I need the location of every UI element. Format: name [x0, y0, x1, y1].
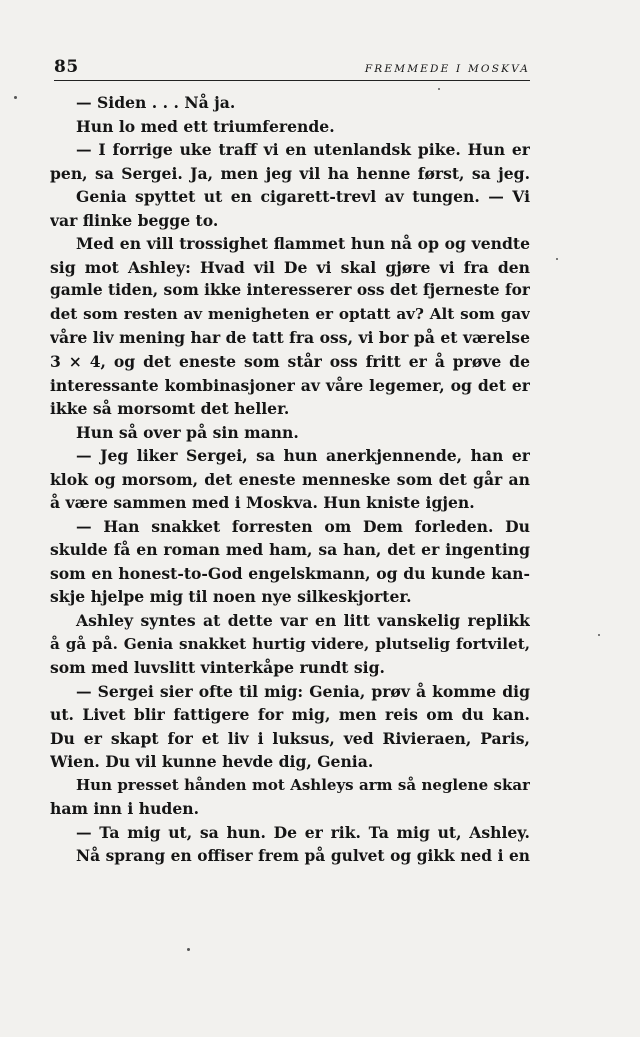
text-line: som med luvslitt vinterkåpe rundt sig.: [50, 658, 385, 678]
text-line: å være sammen med i Moskva. Hun kniste igjen.: [50, 493, 475, 513]
text-line: Hun presset hånden mot Ashleys arm så neglene skar: [76, 775, 530, 794]
text-line: — Jeg liker Sergei, sa hun anerkjennende, han er: [76, 446, 530, 466]
text-line: som en honest-to-God engelskmann, og du kunde kan-: [50, 563, 530, 583]
text-line: skulde få en roman med ham, sa han, det er ingenting: [50, 540, 530, 560]
text-line: Genia spyttet ut en cigarett-trevl av tungen. — Vi: [76, 187, 530, 207]
text-line: interessante kombinasjoner av våre legemer, og det er: [50, 375, 530, 395]
text-line: ut. Livet blir fattigere for mig, men reis om du kan.: [50, 705, 530, 725]
text-line: sig mot Ashley: Hvad vil De vi skal gjøre vi fra den: [50, 257, 530, 277]
header-rule: [54, 80, 530, 81]
text-line: — I forrige uke traff vi en utenlandsk pike. Hun er: [76, 140, 530, 160]
text-line: Hun så over på sin mann.: [76, 422, 299, 442]
text-line: — Han snakket forresten om Dem forleden. Du: [76, 516, 530, 536]
text-line: — Sergei sier ofte til mig: Genia, prøv å komme dig: [76, 681, 530, 701]
text-line: Nå sprang en offiser frem på gulvet og gikk ned i en: [76, 846, 530, 865]
text-line: — Siden . . . Nå ja.: [76, 93, 236, 112]
text-line: Wien. Du vil kunne hevde dig, Genia.: [50, 752, 374, 772]
print-speck: [14, 96, 17, 99]
text-line: var flinke begge to.: [50, 210, 219, 230]
text-line: Ashley syntes at dette var en litt vanskelig replikk: [76, 611, 530, 631]
text-line: Hun lo med ett triumferende.: [76, 116, 335, 136]
body-text: [50, 91, 530, 868]
print-speck: [598, 634, 600, 636]
text-line: — Ta mig ut, sa hun. De er rik. Ta mig ut, Ashley.: [76, 822, 530, 842]
text-line: ham inn i huden.: [50, 799, 200, 819]
page-number: 85: [54, 57, 79, 77]
text-line: Du er skapt for et liv i luksus, ved Rivieraen, Paris,: [50, 728, 530, 748]
text-line: pen, sa Sergei. Ja, men jeg vil ha henne først, sa jeg.: [50, 163, 530, 183]
text-line: Med en vill trossighet flammet hun nå op og vendte: [76, 234, 530, 254]
text-line: klok og morsom, det eneste menneske som det går an: [50, 469, 530, 489]
print-speck: [187, 948, 190, 951]
print-speck: [556, 258, 558, 260]
text-line: å gå på. Genia snakket hurtig videre, plutselig fortvilet,: [50, 634, 530, 653]
text-line: ikke så morsomt det heller.: [50, 399, 290, 419]
text-line: gamle tiden, som ikke interesserer oss det fjerneste for: [50, 281, 530, 300]
text-line: det som resten av menigheten er optatt av? Alt som gav: [50, 304, 530, 323]
text-line: våre liv mening har de tatt fra oss, vi bor på et værelse: [50, 328, 530, 348]
text-line: 3 × 4, og det eneste som står oss fritt er å prøve de: [50, 352, 530, 372]
print-speck: [438, 88, 440, 90]
text-line: skje hjelpe mig til noen nye silkeskjorter.: [50, 587, 412, 607]
running-title: FREMMEDE I MOSKVA: [364, 63, 530, 75]
